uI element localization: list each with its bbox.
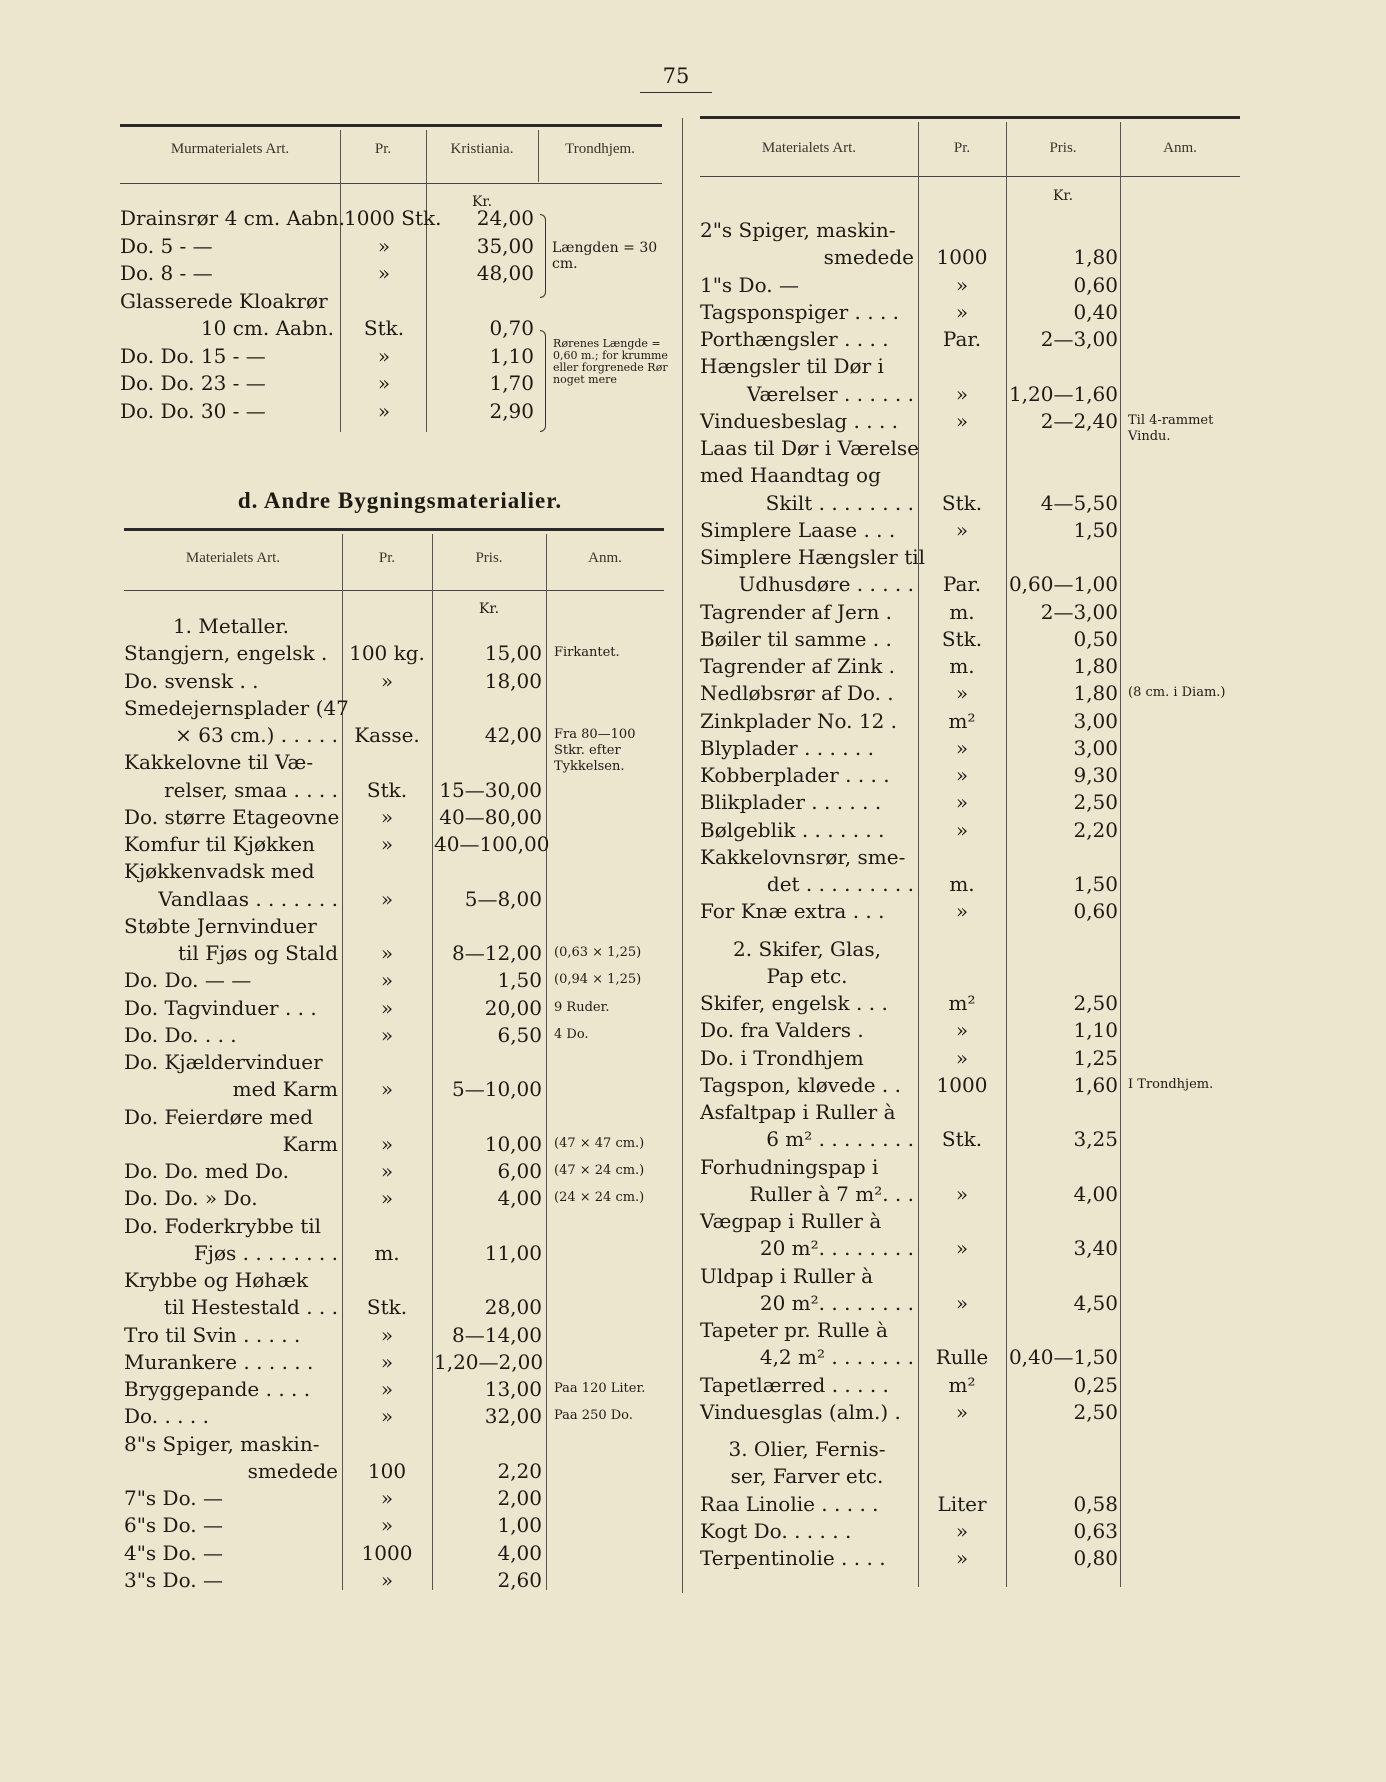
- unit-cell: »: [380, 1350, 394, 1374]
- price-cell: 1,25: [1073, 1046, 1118, 1070]
- item-name: 8"s Spiger, maskin-: [124, 1432, 320, 1456]
- price-cell: 3,00: [1073, 736, 1118, 760]
- item-name: Do. svensk . .: [124, 669, 259, 693]
- table1-note-pipes: Rørenes Længde = 0,60 m.; for krumme eller forgrenede Rør noget mere: [553, 337, 668, 386]
- item-name: med Karm: [232, 1077, 338, 1101]
- unit-cell: »: [377, 399, 391, 423]
- table3-header-pr: Pr.: [953, 140, 971, 156]
- price-cell: 8—12,00: [452, 941, 542, 965]
- price-cell: 13,00: [484, 1377, 542, 1401]
- unit-cell: »: [380, 1486, 394, 1510]
- unit-cell: »: [380, 968, 394, 992]
- price-cell: 42,00: [484, 723, 542, 747]
- unit-cell: »: [380, 1077, 394, 1101]
- item-name: 4"s Do. —: [124, 1541, 223, 1565]
- item-name: Do. Do. med Do.: [124, 1159, 289, 1183]
- price-cell: 1,50: [1073, 872, 1118, 896]
- unit-cell: Stk.: [363, 316, 405, 340]
- price-cell: 1,20—1,60: [1008, 382, 1118, 406]
- item-name: til Hestestald . . .: [163, 1295, 338, 1319]
- table3-top-rule: [700, 116, 1240, 119]
- item-name: Do. Do. — —: [124, 968, 252, 992]
- item-name: smedede: [823, 245, 914, 269]
- table1-header-pr: Pr.: [374, 141, 392, 157]
- unit-cell: »: [955, 818, 969, 842]
- item-name: Ruller à 7 m². . .: [749, 1182, 914, 1206]
- price-cell: 1,80: [1073, 654, 1118, 678]
- item-name: Do. Do. 23 - —: [120, 371, 266, 395]
- table3-divider: [1006, 122, 1007, 1587]
- unit-cell: »: [380, 1513, 394, 1537]
- remark-cell: (0,94 × 1,25): [554, 972, 642, 987]
- unit-cell: 1000: [361, 1541, 413, 1565]
- price-cell: 40—80,00: [439, 805, 542, 829]
- item-name: Do. 8 - —: [120, 261, 213, 285]
- column-gutter-line: [682, 118, 683, 1593]
- unit-cell: m²: [948, 1373, 976, 1397]
- item-name: Blikplader . . . . . .: [700, 790, 882, 814]
- item-name: Laas til Dør i Værelse: [700, 436, 919, 460]
- table1-divider: [538, 130, 539, 182]
- price-cell: 2,90: [489, 399, 534, 423]
- item-name: 3"s Do. —: [124, 1568, 223, 1592]
- price-cell: 6,00: [497, 1159, 542, 1183]
- item-name: 6 m² . . . . . . . .: [766, 1127, 914, 1151]
- item-name: relser, smaa . . . .: [164, 778, 338, 802]
- unit-cell: »: [955, 518, 969, 542]
- price-cell: 2—3,00: [1040, 327, 1118, 351]
- remark-cell: (0,63 × 1,25): [554, 945, 642, 960]
- item-name: Bøiler til samme . .: [700, 627, 892, 651]
- item-name: Skilt . . . . . . . .: [765, 491, 914, 515]
- price-cell: 10,00: [484, 1132, 542, 1156]
- unit-cell: m.: [949, 654, 975, 678]
- table3-header-rule: [700, 176, 1240, 177]
- item-name: Støbte Jernvinduer: [124, 914, 317, 938]
- unit-cell: »: [955, 1400, 969, 1424]
- table1-brace: [540, 330, 546, 432]
- unit-cell: Par.: [942, 327, 982, 351]
- item-name: Kakkelovne til Væ-: [124, 750, 314, 774]
- item-name: 10 cm. Aabn.: [200, 316, 334, 340]
- item-name: til Fjøs og Stald: [178, 941, 338, 965]
- price-cell: 3,40: [1073, 1236, 1118, 1260]
- price-cell: 40—100,00: [434, 832, 550, 856]
- price-cell: 2,60: [497, 1568, 542, 1592]
- price-cell: 9,30: [1073, 763, 1118, 787]
- unit-cell: »: [380, 1023, 394, 1047]
- price-cell: 0,70: [489, 316, 534, 340]
- table3-divider: [918, 122, 919, 1587]
- table1-brace: [540, 214, 546, 298]
- item-name: Do. større Etageovne: [124, 805, 340, 829]
- table1-divider: [340, 130, 341, 432]
- remark-cell: (47 × 47 cm.): [554, 1136, 645, 1151]
- unit-cell: »: [380, 1323, 394, 1347]
- item-name: Tapeter pr. Rulle à: [700, 1318, 888, 1342]
- unit-cell: Rulle: [935, 1345, 989, 1369]
- price-cell: 1,60: [1073, 1073, 1118, 1097]
- unit-cell: »: [380, 832, 394, 856]
- item-name: 3. Olier, Fernis-: [728, 1437, 886, 1461]
- item-name: 1"s Do. —: [700, 273, 799, 297]
- unit-cell: Stk.: [366, 1295, 408, 1319]
- table2-top-rule: [124, 528, 664, 531]
- price-cell: 1,70: [489, 371, 534, 395]
- price-cell: 0,58: [1073, 1492, 1118, 1516]
- table3-header-anm: Anm.: [1163, 140, 1197, 156]
- item-name: Simplere Laase . . .: [700, 518, 896, 542]
- price-cell: 3,25: [1073, 1127, 1118, 1151]
- price-cell: 4,00: [1073, 1182, 1118, 1206]
- unit-cell: »: [377, 261, 391, 285]
- item-name: Smedejernsplader (47: [124, 696, 349, 720]
- price-cell: 2,20: [1073, 818, 1118, 842]
- unit-cell: »: [955, 273, 969, 297]
- unit-cell: »: [955, 1291, 969, 1315]
- item-name: Do. i Trondhjem: [700, 1046, 864, 1070]
- item-name: Krybbe og Høhæk: [124, 1268, 309, 1292]
- unit-cell: »: [955, 1546, 969, 1570]
- price-cell: 6,50: [497, 1023, 542, 1047]
- unit-cell: »: [955, 1519, 969, 1543]
- price-cell: 35,00: [476, 234, 534, 258]
- table2-divider: [432, 534, 433, 1590]
- item-name: Kobberplader . . . .: [700, 763, 890, 787]
- price-cell: 1,80: [1073, 245, 1118, 269]
- table1-header-kristiania: Kristiania.: [450, 141, 514, 157]
- price-cell: 0,63: [1073, 1519, 1118, 1543]
- unit-cell: Par.: [942, 572, 982, 596]
- unit-cell: »: [955, 763, 969, 787]
- unit-cell: »: [955, 1018, 969, 1042]
- item-name: Do. fra Valders .: [700, 1018, 864, 1042]
- price-cell: 0,80: [1073, 1546, 1118, 1570]
- item-name: Bølgeblik . . . . . . .: [700, 818, 885, 842]
- price-cell: 1,50: [497, 968, 542, 992]
- price-cell: 2,00: [497, 1486, 542, 1510]
- table1-note-length: Længden = 30 cm.: [552, 240, 658, 272]
- unit-cell: 100 kg.: [349, 641, 425, 665]
- item-name: Vandlaas . . . . . . .: [158, 887, 338, 911]
- price-cell: 2,50: [1073, 991, 1118, 1015]
- item-name: Murankere . . . . . .: [124, 1350, 314, 1374]
- table2-header-art: Materialets Art.: [185, 550, 281, 566]
- unit-cell: »: [380, 941, 394, 965]
- table2-header-pr: Pr.: [378, 550, 396, 566]
- price-cell: 1,50: [1073, 518, 1118, 542]
- item-name: Vinduesglas (alm.) .: [700, 1400, 901, 1424]
- item-name: smedede: [247, 1459, 338, 1483]
- remark-cell: Paa 250 Do.: [554, 1408, 633, 1423]
- unit-cell: »: [380, 1404, 394, 1428]
- item-name: Karm: [282, 1132, 338, 1156]
- table1-top-rule: [120, 124, 662, 127]
- price-cell: 1,10: [489, 344, 534, 368]
- price-cell: 4—5,50: [1040, 491, 1118, 515]
- item-name: Do. Tagvinduer . . .: [124, 996, 317, 1020]
- item-name: Vægpap i Ruller à: [700, 1209, 882, 1233]
- item-name: Tagspon, kløvede . .: [700, 1073, 901, 1097]
- item-name: Vinduesbeslag . . . .: [700, 409, 899, 433]
- item-name: 20 m². . . . . . . .: [759, 1291, 914, 1315]
- unit-cell: »: [377, 344, 391, 368]
- item-name: Do. 5 - —: [120, 234, 213, 258]
- price-cell: 5—10,00: [452, 1077, 542, 1101]
- unit-cell: »: [955, 681, 969, 705]
- item-name: Do. Do. . . .: [124, 1023, 237, 1047]
- item-name: det . . . . . . . . .: [766, 872, 914, 896]
- unit-cell: »: [380, 805, 394, 829]
- unit-cell: »: [380, 1186, 394, 1210]
- price-cell: 2—3,00: [1040, 600, 1118, 624]
- price-cell: 0,60: [1073, 273, 1118, 297]
- price-cell: 18,00: [484, 669, 542, 693]
- unit-cell: m.: [374, 1241, 400, 1265]
- item-name: Hængsler til Dør i: [700, 354, 884, 378]
- price-cell: 15—30,00: [439, 778, 542, 802]
- item-name: Stangjern, engelsk .: [124, 641, 328, 665]
- price-cell: 0,60—1,00: [1008, 572, 1118, 596]
- item-name: Skifer, engelsk . . .: [700, 991, 888, 1015]
- item-name: Nedløbsrør af Do. .: [700, 681, 894, 705]
- item-name: × 63 cm.) . . . . .: [175, 723, 338, 747]
- item-name: Tagsponspiger . . . .: [700, 300, 900, 324]
- unit-cell: »: [955, 382, 969, 406]
- price-cell: 4,00: [497, 1186, 542, 1210]
- unit-cell: m.: [949, 600, 975, 624]
- unit-cell: »: [380, 1132, 394, 1156]
- item-name: Pap etc.: [766, 964, 848, 988]
- page-number-rule: [640, 92, 712, 93]
- item-name: Tro til Svin . . . . .: [124, 1323, 301, 1347]
- item-name: Asfaltpap i Ruller à: [700, 1100, 896, 1124]
- remark-cell: (47 × 24 cm.): [554, 1163, 645, 1178]
- table2-divider: [546, 534, 547, 1590]
- unit-cell: 1000: [936, 245, 988, 269]
- item-name: Do. Kjældervinduer: [124, 1050, 323, 1074]
- price-cell: 0,60: [1073, 899, 1118, 923]
- item-name: Udhusdøre . . . . .: [738, 572, 914, 596]
- unit-cell: »: [380, 1159, 394, 1183]
- item-name: Do. . . . .: [124, 1404, 209, 1428]
- table2-currency: Kr.: [478, 601, 500, 617]
- unit-cell: »: [955, 736, 969, 760]
- item-name: Do. Do. » Do.: [124, 1186, 258, 1210]
- table2-divider: [342, 534, 343, 1590]
- unit-cell: »: [377, 234, 391, 258]
- remark-cell: 9 Ruder.: [554, 1000, 610, 1015]
- table3-header-pris: Pris.: [1049, 140, 1077, 156]
- item-name: Raa Linolie . . . . .: [700, 1492, 879, 1516]
- item-name: Zinkplader No. 12 .: [700, 709, 898, 733]
- item-name: Uldpap i Ruller à: [700, 1264, 874, 1288]
- price-cell: 5—8,00: [464, 887, 542, 911]
- unit-cell: »: [380, 887, 394, 911]
- price-cell: 2,20: [497, 1459, 542, 1483]
- price-cell: 20,00: [484, 996, 542, 1020]
- item-name: Do. Foderkrybbe til: [124, 1214, 322, 1238]
- item-name: For Knæ extra . . .: [700, 899, 885, 923]
- item-name: Kogt Do. . . . . .: [700, 1519, 852, 1543]
- remark-cell: 4 Do.: [554, 1027, 589, 1042]
- table1-divider: [426, 130, 427, 432]
- price-cell: 3,00: [1073, 709, 1118, 733]
- item-name: Glasserede Kloakrør: [120, 289, 328, 313]
- price-cell: 4,50: [1073, 1291, 1118, 1315]
- item-name: Tagrender af Jern .: [700, 600, 893, 624]
- unit-cell: »: [955, 899, 969, 923]
- unit-cell: »: [955, 409, 969, 433]
- unit-cell: »: [380, 1568, 394, 1592]
- table3-header-art: Materialets Art.: [761, 140, 857, 156]
- unit-cell: »: [955, 1182, 969, 1206]
- unit-cell: Stk.: [941, 491, 983, 515]
- item-name: Do. Feierdøre med: [124, 1105, 314, 1129]
- item-name: Bryggepande . . . .: [124, 1377, 311, 1401]
- unit-cell: Kasse.: [354, 723, 420, 747]
- item-name: Do. Do. 15 - —: [120, 344, 266, 368]
- item-name: ser, Farver etc.: [730, 1464, 884, 1488]
- item-name: 2"s Spiger, maskin-: [700, 218, 896, 242]
- unit-cell: m²: [948, 709, 976, 733]
- price-cell: 2,50: [1073, 1400, 1118, 1424]
- table2-header-rule: [124, 590, 664, 591]
- item-name: Komfur til Kjøkken: [124, 832, 315, 856]
- unit-cell: 100: [367, 1459, 407, 1483]
- price-cell: 0,25: [1073, 1373, 1118, 1397]
- unit-cell: »: [380, 1377, 394, 1401]
- unit-cell: »: [377, 371, 391, 395]
- price-cell: 4,00: [497, 1541, 542, 1565]
- unit-cell: Stk.: [366, 778, 408, 802]
- item-name: 4,2 m² . . . . . . .: [759, 1345, 914, 1369]
- price-cell: 1,20—2,00: [434, 1350, 544, 1374]
- table2-header-anm: Anm.: [588, 550, 622, 566]
- price-cell: 0,40: [1073, 300, 1118, 324]
- remark-cell: Fra 80—100 Stkr. efter Tykkelsen.: [554, 727, 636, 774]
- table3-currency: Kr.: [1052, 188, 1074, 204]
- unit-cell: »: [955, 1236, 969, 1260]
- unit-cell: 1000: [936, 1073, 988, 1097]
- remark-cell: Paa 120 Liter.: [554, 1381, 646, 1396]
- item-name: Blyplader . . . . . .: [700, 736, 875, 760]
- price-cell: 15,00: [484, 641, 542, 665]
- item-name: Kjøkkenvadsk med: [124, 859, 315, 883]
- unit-cell: »: [380, 996, 394, 1020]
- item-name: Kakkelovnsrør, sme-: [700, 845, 906, 869]
- price-cell: 48,00: [476, 261, 534, 285]
- item-name: 6"s Do. —: [124, 1513, 223, 1537]
- item-name: Fjøs . . . . . . . .: [193, 1241, 338, 1265]
- item-name: med Haandtag og: [700, 463, 881, 487]
- table2-header-pris: Pris.: [475, 550, 503, 566]
- item-name: 20 m². . . . . . . .: [759, 1236, 914, 1260]
- remark-cell: Til 4-rammet Vindu.: [1128, 413, 1214, 444]
- unit-cell: »: [380, 669, 394, 693]
- price-cell: 2—2,40: [1040, 409, 1118, 433]
- page-number: 75: [662, 64, 690, 88]
- item-name: 7"s Do. —: [124, 1486, 223, 1510]
- remark-cell: (8 cm. i Diam.): [1128, 685, 1226, 700]
- unit-cell: Liter: [937, 1492, 987, 1516]
- item-name: Tapetlærred . . . . .: [700, 1373, 889, 1397]
- unit-cell: »: [955, 1046, 969, 1070]
- item-name: Porthængsler . . . .: [700, 327, 889, 351]
- price-cell: 28,00: [484, 1295, 542, 1319]
- item-name: Værelser . . . . . .: [746, 382, 914, 406]
- item-name: Terpentinolie . . . .: [700, 1546, 886, 1570]
- item-name: Drainsrør 4 cm. Aabn.: [120, 206, 345, 230]
- item-name: Do. Do. 30 - —: [120, 399, 266, 423]
- item-name: Forhudningspap i: [700, 1155, 879, 1179]
- item-name: Tagrender af Zink .: [700, 654, 896, 678]
- price-cell: 1,80: [1073, 681, 1118, 705]
- price-cell: 1,10: [1073, 1018, 1118, 1042]
- unit-cell: »: [955, 300, 969, 324]
- unit-cell: »: [955, 790, 969, 814]
- item-name: 1. Metaller.: [172, 614, 290, 638]
- table1-header-trondhjem: Trondhjem.: [565, 141, 635, 157]
- price-cell: 8—14,00: [452, 1323, 542, 1347]
- price-cell: 11,00: [484, 1241, 542, 1265]
- unit-cell: Stk.: [941, 1127, 983, 1151]
- price-cell: 0,50: [1073, 627, 1118, 651]
- unit-cell: m²: [948, 991, 976, 1015]
- remark-cell: I Trondhjem.: [1128, 1077, 1214, 1092]
- remark-cell: Firkantet.: [554, 645, 620, 660]
- price-cell: 0,40—1,50: [1008, 1345, 1118, 1369]
- table1-header-rule: [120, 183, 662, 184]
- table1-header-art: Murmaterialets Art.: [170, 141, 290, 157]
- price-cell: 32,00: [484, 1404, 542, 1428]
- table3-divider: [1120, 122, 1121, 1587]
- unit-cell: 1000 Stk.: [344, 206, 442, 230]
- item-name: Simplere Hængsler til: [700, 545, 926, 569]
- price-cell: 1,00: [497, 1513, 542, 1537]
- remark-cell: (24 × 24 cm.): [554, 1190, 645, 1205]
- unit-cell: Stk.: [941, 627, 983, 651]
- price-cell: 2,50: [1073, 790, 1118, 814]
- unit-cell: m.: [949, 872, 975, 896]
- section-title: d. Andre Bygningsmaterialier.: [237, 488, 563, 513]
- price-cell: 24,00: [476, 206, 534, 230]
- item-name: 2. Skifer, Glas,: [733, 937, 881, 961]
- table1-currency: Kr.: [471, 194, 493, 210]
